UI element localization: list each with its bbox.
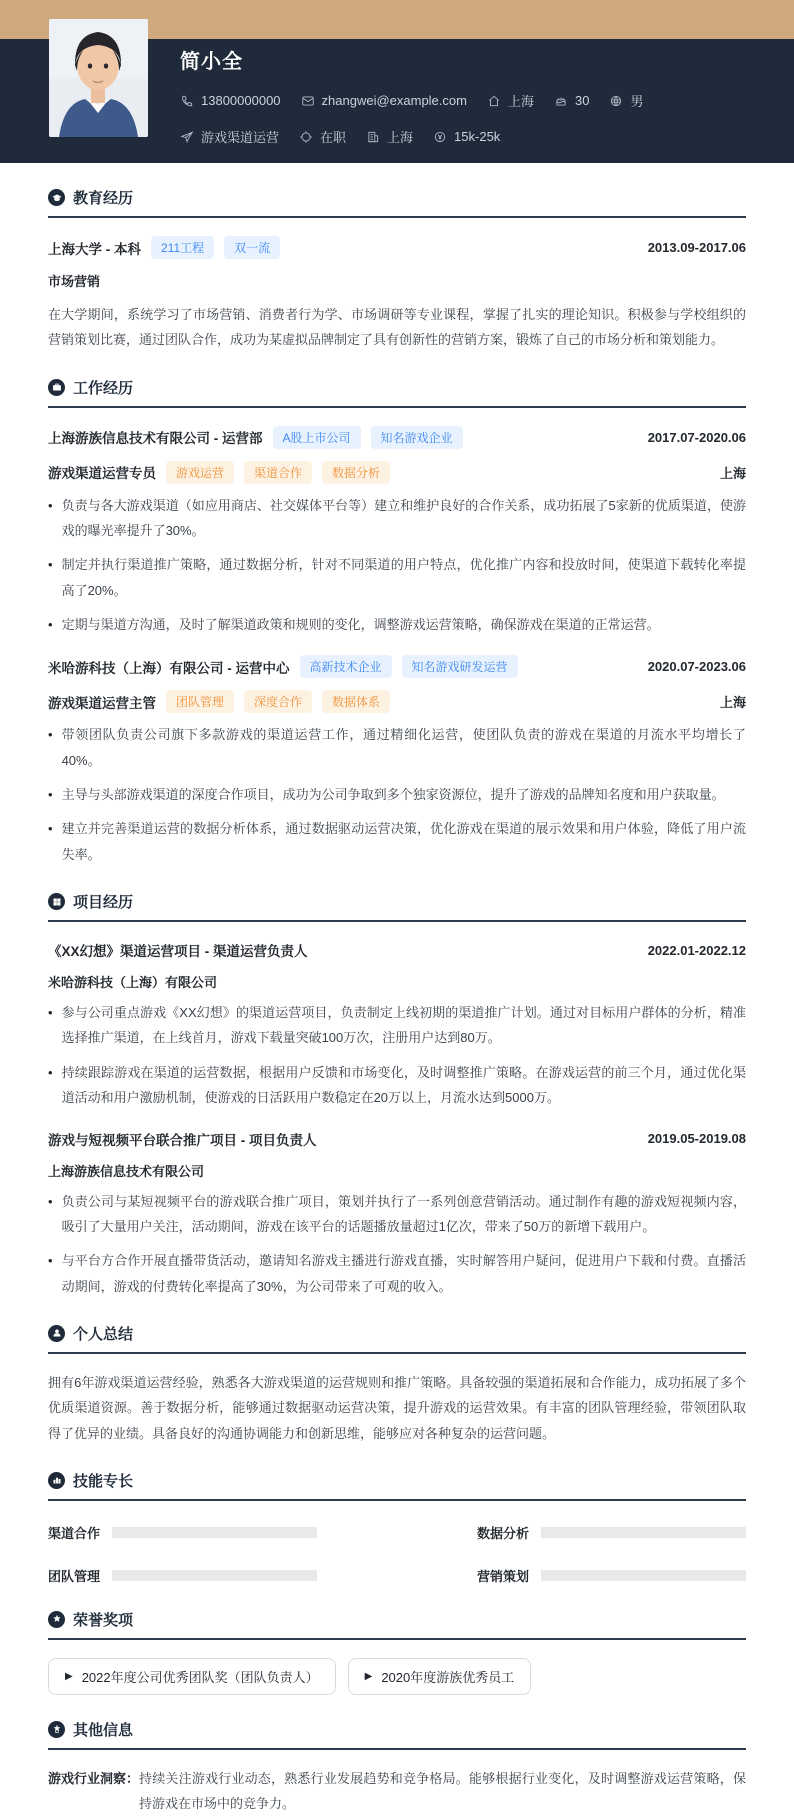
section-honors-header <box>48 1609 746 1640</box>
project-bullet: • 持续跟踪游戏在渠道的运营数据，根据用户反馈和市场变化，及时调整推广策略。在游戏运营的前三个月，通过优化渠道活动和用户激励机制，使游戏的日活跃用户数稳定在20万以上，月流水达到5000万。 <box>48 1060 746 1111</box>
job-tag: 团队管理 <box>166 690 234 713</box>
work-bullet-text: 建立并完善渠道运营的数据分析体系，通过数据驱动运营决策，优化游戏在渠道的展示效果和用户体验，降低了用户流失率。 <box>61 821 746 862</box>
skill-bar <box>541 1570 746 1581</box>
section-education-title: 教育经历 <box>73 190 134 207</box>
project-bullet: • 参与公司重点游戏《XX幻想》的渠道运营项目，负责制定上线初期的渠道推广计划。通过对目标用户群体的分析，精准选择推广渠道，在上线首月，游戏下载量突破100万次，注册用户达到80万。 <box>48 1000 746 1051</box>
work-location: 上海 <box>719 465 746 481</box>
age-icon <box>554 94 568 108</box>
contact-home-city <box>487 91 534 110</box>
contact-age-text: 30 <box>574 93 590 108</box>
job-title: 游戏渠道运营主管 <box>48 695 156 711</box>
job-tag: 游戏运营 <box>166 461 234 484</box>
section-summary-header <box>48 1323 746 1354</box>
other-info-text: 持续关注游戏行业动态，熟悉行业发展趋势和竞争格局。能够根据行业变化，及时调整游戏运营策略，保持游戏在市场中的竞争力。 <box>139 1770 746 1812</box>
job-target-icon <box>180 130 194 144</box>
triangle-expand-icon: ▶ <box>364 1670 373 1682</box>
section-honors-title: 荣誉奖项 <box>73 1611 134 1629</box>
contact-email-text: zhangwei@example.com <box>321 93 467 108</box>
education-entry <box>48 236 746 353</box>
honor-pill-label: 2022年度公司优秀团队奖（团队负责人） <box>81 1669 319 1685</box>
medal-icon <box>48 1611 65 1628</box>
education-major: 市场营销 <box>48 274 101 289</box>
project-bullet-text: 与平台方合作开展直播带货活动，邀请知名游戏主播进行游戏直播，实时解答用户疑问，促进用户下载和付费。直播活动期间，游戏的付费转化率提高了30%，为公司带来了可观的收入。 <box>61 1253 746 1294</box>
home-icon <box>487 94 501 108</box>
job-tag: 渠道合作 <box>244 461 312 484</box>
work-location: 上海 <box>719 695 746 711</box>
contact-email <box>301 93 467 108</box>
work-bullet-text: 定期与渠道方沟通，及时了解渠道政策和规则的变化，调整游戏运营策略，确保游戏在渠道的正常运营。 <box>61 617 660 633</box>
work-bullet: • 定期与渠道方沟通，及时了解渠道政策和规则的变化，调整游戏运营策略，确保游戏在渠道的正常运营。 <box>48 612 746 637</box>
header-text-block <box>180 45 643 146</box>
skill-bar <box>112 1570 317 1581</box>
company-badge: 知名游戏研发运营 <box>402 655 518 678</box>
work-title-row <box>48 461 746 484</box>
contact-phone-text: 13800000000 <box>201 93 281 108</box>
section-honors <box>48 1609 746 1695</box>
project-entry-row <box>48 940 746 960</box>
section-summary-title: 个人总结 <box>73 1325 134 1343</box>
contact-target-job-text: 游戏渠道运营 <box>201 130 280 145</box>
contact-phone <box>180 93 281 108</box>
project-company: 上海游族信息技术有限公司 <box>48 1163 205 1179</box>
company-badge: 知名游戏企业 <box>371 426 463 449</box>
skill-row <box>477 1523 746 1542</box>
project-date: 2022.01-2022.12 <box>647 942 746 958</box>
city-icon <box>366 130 380 144</box>
work-bullet-text: 带领团队负责公司旗下多款游戏的渠道运营工作，通过精细化运营，使团队负责的游戏在渠道的月流水平均增长了40%。 <box>61 727 746 768</box>
contact-job-status-text: 在职 <box>320 130 347 145</box>
work-bullet: • 负责与各大游戏渠道（如应用商店、社交媒体平台等）建立和维护良好的合作关系，成功拓展了5家新的优质渠道，使游戏的曝光率提升了30%。 <box>48 493 746 544</box>
project-date: 2019.05-2019.08 <box>647 1131 746 1146</box>
education-entry-row <box>48 236 746 259</box>
work-date: 2017.07-2020.06 <box>647 429 746 445</box>
project-bullet-text: 持续跟踪游戏在渠道的运营数据，根据用户反馈和市场变化，及时调整推广策略。在游戏运营的前三个月，通过优化渠道活动和用户激励机制，使游戏的日活跃用户数稳定在20万以上，月流水达到5000万。 <box>61 1064 746 1106</box>
project-entry-row <box>48 1129 746 1149</box>
salary-icon <box>433 130 447 144</box>
bar-chart-icon <box>48 1472 65 1489</box>
skill-row <box>48 1523 317 1542</box>
project-entry <box>48 940 746 1110</box>
contact-gender <box>609 91 643 110</box>
contact-age <box>554 93 589 108</box>
work-entry-row <box>48 655 746 678</box>
job-title: 游戏渠道运营专员 <box>48 466 156 482</box>
section-skills-header <box>48 1470 746 1501</box>
phone-icon <box>180 94 194 108</box>
triangle-expand-icon: ▶ <box>65 1670 73 1682</box>
section-work-title: 工作经历 <box>73 379 134 397</box>
avatar-illustration <box>49 19 148 137</box>
avatar <box>49 19 148 137</box>
section-other-title: 其他信息 <box>73 1721 134 1739</box>
work-bullet-text: 负责与各大游戏渠道（如应用商店、社交媒体平台等）建立和维护良好的合作关系，成功拓展了5家新的优质渠道，使游戏的曝光率提升了30%。 <box>61 497 746 539</box>
work-bullet: • 主导与头部游戏渠道的深度合作项目，成功为公司争取到多个独家资源位，提升了游戏的品牌知名度和用户获取量。 <box>48 782 746 807</box>
gender-icon <box>609 94 623 108</box>
section-work-header <box>48 377 746 408</box>
company-badge: A股上市公司 <box>273 426 361 449</box>
project-title: 《XX幻想》渠道运营项目 - 渠道运营负责人 <box>48 944 308 960</box>
graduation-cap-icon <box>48 189 65 206</box>
contact-salary-text: 15k-25k <box>454 129 501 144</box>
company-name: 米哈游科技（上海）有限公司 - 运营中心 <box>48 660 290 676</box>
project-title: 游戏与短视频平台联合推广项目 - 项目负责人 <box>48 1132 317 1148</box>
section-projects <box>48 891 746 1299</box>
education-description: 在大学期间，系统学习了市场营销、消费者行为学、市场调研等专业课程，掌握了扎实的理论知识。积极参与学校组织的营销策划比赛，通过团队合作，成功为某虚拟品牌制定了具有创新性的营销方案，锻炼了自己的市场分析和策划能力。 <box>48 307 746 348</box>
resume-body <box>0 187 794 1817</box>
job-tag: 深度合作 <box>244 690 312 713</box>
section-projects-title: 项目经历 <box>73 894 134 912</box>
skill-name: 团队管理 <box>48 1568 101 1584</box>
summary-text: 拥有6年游戏渠道运营经验，熟悉各大游戏渠道的运营规则和推广策略。具备较强的渠道拓展和合作能力，成功拓展了多个优质渠道资源。善于数据分析，能够通过数据驱动运营决策，提升游戏的运营效果。有丰富的团队管理经验，带领团队取得了优异的业绩。具备良好的沟通协调能力和创新思维，能够应对各种复杂的运营问题。 <box>48 1374 746 1441</box>
work-bullet: • 带领团队负责公司旗下多款游戏的渠道运营工作，通过精细化运营，使团队负责的游戏在渠道的月流水平均增长了40%。 <box>48 722 746 773</box>
star-badge-icon <box>48 1721 65 1738</box>
honor-pill-row <box>48 1658 746 1695</box>
person-name: 简小全 <box>180 51 243 73</box>
work-bullet-text: 主导与头部游戏渠道的深度合作项目，成功为公司争取到多个独家资源位，提升了游戏的品牌知名度和用户获取量。 <box>61 787 725 803</box>
section-projects-header <box>48 891 746 922</box>
contact-home-city-text: 上海 <box>507 94 534 109</box>
job-status-icon <box>299 130 313 144</box>
section-skills <box>48 1470 746 1585</box>
section-other-header <box>48 1719 746 1750</box>
grid-icon <box>48 893 65 910</box>
skill-name: 营销策划 <box>477 1568 530 1584</box>
section-education <box>48 187 746 353</box>
honor-pill[interactable] <box>348 1658 532 1695</box>
project-bullet: • 与平台方合作开展直播带货活动，邀请知名游戏主播进行游戏直播，实时解答用户疑问，促进用户下载和付费。直播活动期间，游戏的付费转化率提高了30%，为公司带来了可观的收入。 <box>48 1248 746 1299</box>
project-bullet-text: 参与公司重点游戏《XX幻想》的渠道运营项目，负责制定上线初期的渠道推广计划。通过对目标用户群体的分析，精准选择推广渠道，在上线首月，游戏下载量突破100万次，注册用户达到80万。 <box>61 1005 746 1046</box>
job-tag: 数据分析 <box>322 461 390 484</box>
contact-work-city-text: 上海 <box>387 130 414 145</box>
project-bullet: • 负责公司与某短视频平台的游戏联合推广项目，策划并执行了一系列创意营销活动。通过制作有趣的游戏短视频内容，吸引了大量用户关注，活动期间，游戏在该平台的话题播放量超过1亿次，带来了50万的新增下载用户。 <box>48 1189 746 1240</box>
other-info-line <box>48 1766 746 1817</box>
school-name: 上海大学 - 本科 <box>48 241 141 257</box>
work-bullet-text: 制定并执行渠道推广策略，通过数据分析，针对不同渠道的用户特点，优化推广内容和投放时间，使渠道下载转化率提高了20%。 <box>61 557 746 598</box>
contact-work-city <box>366 127 413 146</box>
person-icon <box>48 1325 65 1342</box>
work-entry-row <box>48 426 746 449</box>
contact-job-status <box>299 127 346 146</box>
work-entry <box>48 426 746 638</box>
school-badge: 211工程 <box>151 236 214 259</box>
skill-bar <box>112 1527 317 1538</box>
skill-name: 渠道合作 <box>48 1525 101 1541</box>
contact-row-1 <box>180 91 643 110</box>
contact-row-2 <box>180 127 643 146</box>
contact-salary <box>433 129 500 144</box>
contact-target-job <box>180 127 279 146</box>
briefcase-icon <box>48 379 65 396</box>
contact-gender-text: 男 <box>630 94 644 109</box>
skill-row <box>477 1566 746 1585</box>
school-badge: 双一流 <box>224 236 280 259</box>
skill-name: 数据分析 <box>477 1525 530 1541</box>
project-company: 米哈游科技（上海）有限公司 <box>48 975 218 991</box>
work-entry <box>48 655 746 867</box>
work-bullet: • 建立并完善渠道运营的数据分析体系，通过数据驱动运营决策，优化游戏在渠道的展示效果和用户体验，降低了用户流失率。 <box>48 816 746 867</box>
section-skills-title: 技能专长 <box>73 1472 134 1490</box>
section-other <box>48 1719 746 1817</box>
section-education-header <box>48 187 746 218</box>
work-bullet: • 制定并执行渠道推广策略，通过数据分析，针对不同渠道的用户特点，优化推广内容和投放时间，使渠道下载转化率提高了20%。 <box>48 552 746 603</box>
honor-pill-label: 2020年度游族优秀员工 <box>381 1669 515 1685</box>
work-date: 2020.07-2023.06 <box>647 659 746 675</box>
honor-pill[interactable] <box>48 1658 336 1695</box>
work-title-row <box>48 690 746 713</box>
resume-header <box>0 0 794 163</box>
skill-bar <box>541 1527 746 1538</box>
section-summary <box>48 1323 746 1446</box>
project-entry <box>48 1129 746 1299</box>
job-tag: 数据体系 <box>322 690 390 713</box>
project-bullet-text: 负责公司与某短视频平台的游戏联合推广项目，策划并执行了一系列创意营销活动。通过制作有趣的游戏短视频内容，吸引了大量用户关注，活动期间，游戏在该平台的话题播放量超过1亿次，带来了50万的新增下载用户。 <box>61 1193 746 1234</box>
skill-row <box>48 1566 317 1585</box>
skills-grid <box>48 1523 746 1585</box>
company-badge: 高新技术企业 <box>300 655 392 678</box>
education-date: 2013.09-2017.06 <box>647 240 746 255</box>
mail-icon <box>301 94 315 108</box>
other-info-label: 游戏行业洞察： <box>48 1770 140 1786</box>
company-name: 上海游族信息技术有限公司 - 运营部 <box>48 431 263 447</box>
section-work <box>48 377 746 867</box>
